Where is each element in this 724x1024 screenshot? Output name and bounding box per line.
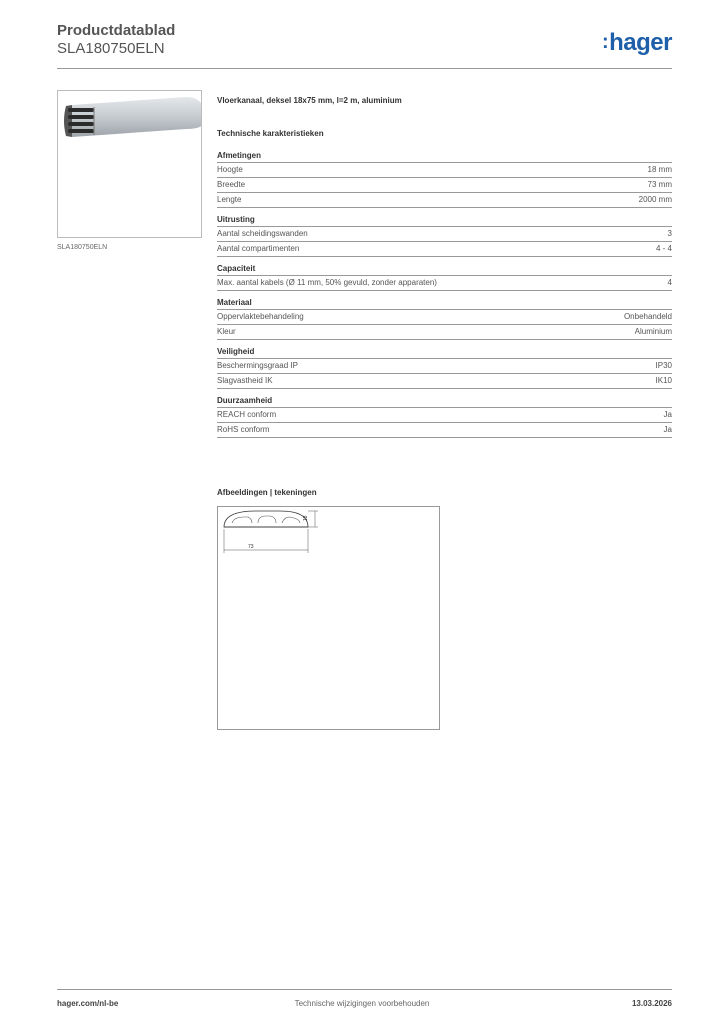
spec-row bbox=[217, 178, 672, 193]
spec-label: Hoogte bbox=[217, 165, 243, 174]
spec-label: Aantal scheidingswanden bbox=[217, 229, 308, 238]
spec-row bbox=[217, 325, 672, 340]
footer-website-link[interactable]: hager.com/nl-be bbox=[57, 999, 119, 1008]
footer-date: 13.03.2026 bbox=[631, 999, 672, 1008]
spec-value: 2000 mm bbox=[638, 195, 672, 204]
spec-value: IK10 bbox=[655, 376, 672, 385]
spec-row bbox=[217, 242, 672, 257]
group-title: Veiligheid bbox=[217, 347, 672, 359]
spec-label: Oppervlaktebehandeling bbox=[217, 312, 304, 321]
group-title: Duurzaamheid bbox=[217, 396, 672, 408]
group-title: Uitrusting bbox=[217, 215, 672, 227]
spec-group-capaciteit bbox=[217, 264, 672, 291]
spec-label: REACH conform bbox=[217, 410, 277, 419]
technical-drawing bbox=[217, 506, 440, 730]
spec-label: RoHS conform bbox=[217, 425, 270, 434]
spec-group-materiaal bbox=[217, 298, 672, 340]
image-caption: SLA180750ELN bbox=[57, 244, 108, 251]
floor-trunking-photo bbox=[58, 91, 202, 238]
spec-label: Beschermingsgraad IP bbox=[217, 361, 298, 370]
spec-row bbox=[217, 193, 672, 208]
spec-row bbox=[217, 408, 672, 423]
spec-label: Lengte bbox=[217, 195, 242, 204]
spec-label: Kleur bbox=[217, 327, 236, 336]
spec-value: Aluminium bbox=[634, 327, 672, 336]
spec-label: Max. aantal kabels (Ø 11 mm, 50% gevuld, zonder apparaten) bbox=[217, 278, 437, 287]
footer-divider bbox=[57, 989, 672, 990]
spec-value: Onbehandeld bbox=[623, 312, 672, 321]
spec-row bbox=[217, 359, 672, 374]
document-title: Productdatablad bbox=[57, 22, 176, 39]
group-title: Capaciteit bbox=[217, 264, 672, 276]
spec-row bbox=[217, 163, 672, 178]
spec-row bbox=[217, 423, 672, 438]
spec-row bbox=[217, 276, 672, 291]
page-header bbox=[57, 20, 672, 70]
spec-value: 4 bbox=[667, 278, 672, 287]
hager-logo: :hager bbox=[601, 29, 672, 56]
spec-value: Ja bbox=[663, 425, 672, 434]
characteristics-title: Technische karakteristieken bbox=[217, 129, 324, 138]
spec-label: Slagvastheid IK bbox=[217, 376, 273, 385]
spec-value: 73 mm bbox=[647, 180, 672, 189]
spec-group-duurzaamheid bbox=[217, 396, 672, 438]
spec-label: Aantal compartimenten bbox=[217, 244, 300, 253]
height-dimension: 18 bbox=[303, 515, 309, 521]
product-description: Vloerkanaal, deksel 18x75 mm, l=2 m, aluminium bbox=[217, 96, 402, 105]
group-title: Materiaal bbox=[217, 298, 672, 310]
group-title: Afmetingen bbox=[217, 151, 672, 163]
product-code: SLA180750ELN bbox=[57, 40, 165, 57]
product-image bbox=[57, 90, 202, 238]
spec-value: 3 bbox=[667, 229, 672, 238]
spec-group-uitrusting bbox=[217, 215, 672, 257]
width-dimension: 73 bbox=[248, 544, 254, 550]
drawings-title: Afbeeldingen | tekeningen bbox=[217, 488, 317, 497]
spec-row bbox=[217, 374, 672, 389]
spec-value: IP30 bbox=[655, 361, 672, 370]
cross-section-drawing bbox=[218, 507, 439, 729]
footer-disclaimer: Technische wijzigingen voorbehouden bbox=[294, 999, 430, 1008]
spec-row bbox=[217, 227, 672, 242]
spec-content bbox=[217, 96, 672, 445]
spec-value: 4 - 4 bbox=[655, 244, 672, 253]
logo-text: hager bbox=[609, 29, 672, 56]
spec-group-afmetingen bbox=[217, 151, 672, 208]
spec-group-veiligheid bbox=[217, 347, 672, 389]
spec-row bbox=[217, 310, 672, 325]
spec-value: 18 mm bbox=[647, 165, 672, 174]
header-divider bbox=[57, 68, 672, 69]
spec-label: Breedte bbox=[217, 180, 246, 189]
spec-value: Ja bbox=[663, 410, 672, 419]
